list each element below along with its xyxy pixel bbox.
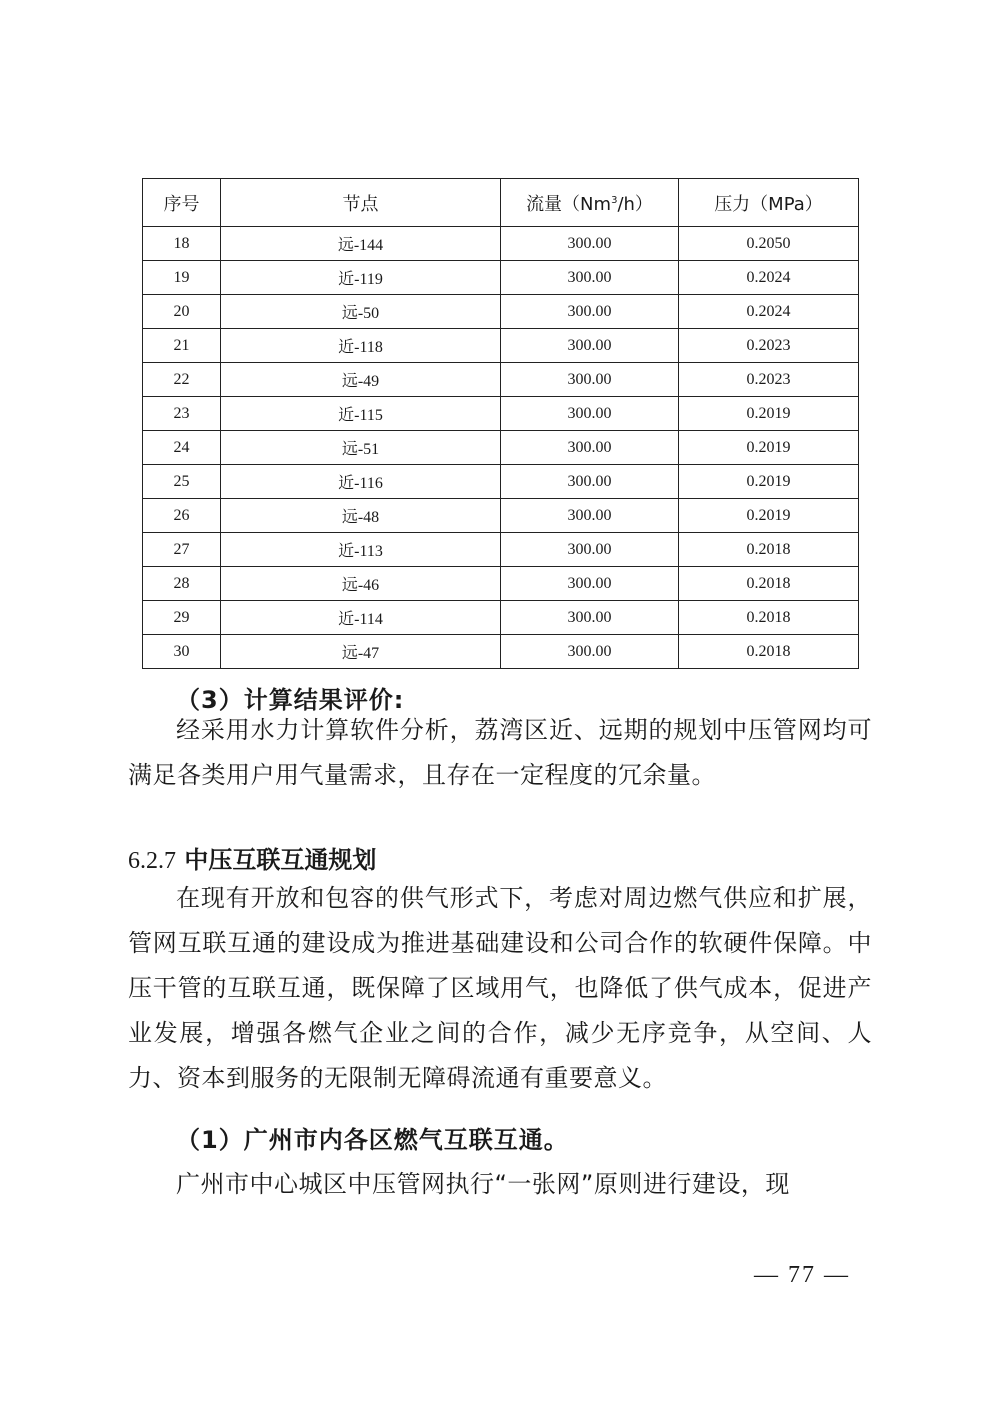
table-body: [143, 227, 859, 669]
table-row: [143, 329, 859, 363]
cell-pressure: 0.2019: [679, 397, 859, 431]
cell-node: 近-118: [221, 329, 501, 363]
cell-node: 近-119: [221, 261, 501, 295]
cell-node: 远-144: [221, 227, 501, 261]
table-row: [143, 567, 859, 601]
header-flow-sup: 3: [611, 194, 618, 206]
cell-pressure: 0.2018: [679, 635, 859, 669]
cell-flow: 300.00: [501, 295, 679, 329]
cell-pressure: 0.2018: [679, 601, 859, 635]
cell-flow: 300.00: [501, 635, 679, 669]
cell-flow: 300.00: [501, 567, 679, 601]
cell-seq: 30: [143, 635, 221, 669]
cell-flow: 300.00: [501, 499, 679, 533]
cell-seq: 28: [143, 567, 221, 601]
table-header-row: [143, 179, 859, 227]
cell-seq: 29: [143, 601, 221, 635]
cell-seq: 24: [143, 431, 221, 465]
cell-seq: 25: [143, 465, 221, 499]
cell-seq: 23: [143, 397, 221, 431]
cell-node: 近-115: [221, 397, 501, 431]
cell-flow: 300.00: [501, 601, 679, 635]
header-flow-prefix: 流量（Nm: [526, 193, 612, 215]
cell-flow: 300.00: [501, 533, 679, 567]
table-row: [143, 295, 859, 329]
cell-node: 近-113: [221, 533, 501, 567]
cell-pressure: 0.2018: [679, 567, 859, 601]
cell-flow: 300.00: [501, 431, 679, 465]
table-row: [143, 601, 859, 635]
cell-seq: 26: [143, 499, 221, 533]
cell-flow: 300.00: [501, 261, 679, 295]
cell-pressure: 0.2019: [679, 499, 859, 533]
cell-seq: 18: [143, 227, 221, 261]
cell-node: 近-116: [221, 465, 501, 499]
table-row: [143, 227, 859, 261]
cell-node: 远-51: [221, 431, 501, 465]
header-pressure: 压力（MPa）: [679, 179, 859, 227]
section-627-heading: [128, 840, 376, 875]
cell-pressure: 0.2023: [679, 329, 859, 363]
header-node: 节点: [221, 179, 501, 227]
section-3-heading: （3）计算结果评价:: [176, 686, 405, 714]
cell-flow: 300.00: [501, 465, 679, 499]
header-seq: 序号: [143, 179, 221, 227]
cell-pressure: 0.2019: [679, 465, 859, 499]
section-1-heading: （1）广州市内各区燃气互联互通。: [176, 1126, 569, 1154]
table-row: [143, 533, 859, 567]
cell-seq: 20: [143, 295, 221, 329]
header-flow-suffix: /h）: [617, 193, 653, 215]
cell-node: 远-49: [221, 363, 501, 397]
table-row: [143, 465, 859, 499]
cell-flow: 300.00: [501, 227, 679, 261]
cell-pressure: 0.2018: [679, 533, 859, 567]
cell-pressure: 0.2024: [679, 261, 859, 295]
cell-pressure: 0.2024: [679, 295, 859, 329]
cell-seq: 21: [143, 329, 221, 363]
cell-flow: 300.00: [501, 329, 679, 363]
section-627-title: 中压互联互通规划: [184, 846, 377, 874]
cell-node: 近-114: [221, 601, 501, 635]
table-row: [143, 499, 859, 533]
node-pressure-table: [142, 178, 859, 669]
cell-flow: 300.00: [501, 363, 679, 397]
section-627-paragraph: 在现有开放和包容的供气形式下，考虑对周边燃气供应和扩展，管网互联互通的建设成为推进基础建设和公司合作的软硬件保障。中压干管的互联互通，既保障了区域用气，也降低了供气成本，促进产业发展，增强各燃气企业之间的合作，减少无序竞争，从空间、人力、资本到服务的无限制无障碍流通有重要意义。: [128, 884, 872, 1092]
cell-node: 远-47: [221, 635, 501, 669]
page-number: — 77 —: [754, 1262, 850, 1288]
cell-pressure: 0.2019: [679, 431, 859, 465]
cell-flow: 300.00: [501, 397, 679, 431]
table-row: [143, 635, 859, 669]
cell-node: 远-46: [221, 567, 501, 601]
table-row: [143, 431, 859, 465]
section-1-paragraph: 广州市中心城区中压管网执行“一张网”原则进行建设，现: [176, 1170, 790, 1198]
section-627-number: 6.2.7: [128, 848, 176, 874]
cell-node: 远-48: [221, 499, 501, 533]
section-3-paragraph: 经采用水力计算软件分析，荔湾区近、远期的规划中压管网均可满足各类用户用气量需求，且存在一定程度的冗余量。: [128, 716, 872, 789]
cell-seq: 27: [143, 533, 221, 567]
cell-pressure: 0.2050: [679, 227, 859, 261]
header-flow: [501, 179, 679, 227]
table-row: [143, 261, 859, 295]
table-row: [143, 363, 859, 397]
table-row: [143, 397, 859, 431]
cell-node: 远-50: [221, 295, 501, 329]
cell-seq: 19: [143, 261, 221, 295]
cell-pressure: 0.2023: [679, 363, 859, 397]
cell-seq: 22: [143, 363, 221, 397]
